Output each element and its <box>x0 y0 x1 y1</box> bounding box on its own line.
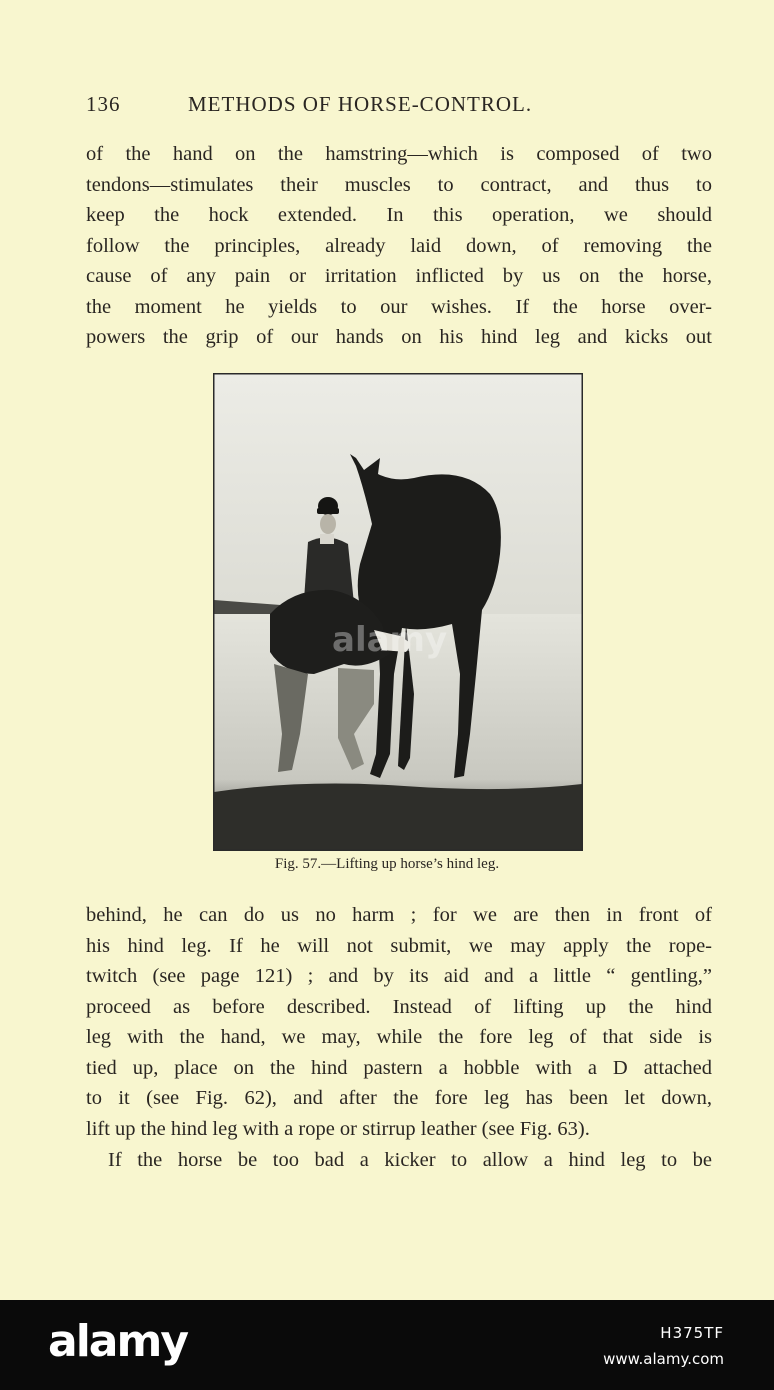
figure-photo <box>213 373 583 851</box>
text-line: tendons—stimulates their muscles to contract, and thus to <box>86 173 712 196</box>
text-line: the moment he yields to our wishes. If the horse over- <box>86 295 712 318</box>
stock-footer-bar <box>0 1300 774 1390</box>
text-line: keep the hock extended. In this operation, we should <box>86 204 712 226</box>
horse-photo-illustration <box>214 374 582 850</box>
text-line: behind, he can do us no harm ; for we are then in front of <box>86 904 712 926</box>
text-line: to it (see Fig. 62), and after the fore leg has been let down, <box>86 1087 712 1109</box>
image-id: H375TF <box>660 1324 724 1342</box>
figure-caption: Fig. 57.—Lifting up horse’s hind leg. <box>274 856 500 872</box>
text-line: follow the principles, already laid down, of removing the <box>86 234 712 257</box>
text-line: twitch (see page 121) ; and by its aid and a little “ gentling,” <box>86 965 712 987</box>
page-number: 136 <box>86 92 121 116</box>
text-line: powers the grip of our hands on his hind leg and kicks out <box>86 326 712 348</box>
text-line: leg with the hand, we may, while the fore leg of that side is <box>86 1026 712 1048</box>
running-title: METHODS OF HORSE-CONTROL. <box>188 92 533 116</box>
paragraph-next <box>86 1145 712 1176</box>
text-line: of the hand on the hamstring—which is composed of two <box>86 143 712 165</box>
paragraph-top <box>86 139 712 353</box>
paragraph-continued <box>86 900 712 1144</box>
text-line: his hind leg. If he will not submit, we may apply the rope- <box>86 934 712 957</box>
text-line: tied up, place on the hind pastern a hobble with a D attached <box>86 1056 712 1079</box>
text-line: lift up the hind leg with a rope or stirrup leather (see Fig. 63). <box>86 1117 590 1140</box>
alamy-logo: alamy <box>48 1316 187 1367</box>
text-line: If the horse be too bad a kicker to allow a hind leg to be <box>108 1149 712 1171</box>
text-line: cause of any pain or irritation inflicted by us on the horse, <box>86 265 712 287</box>
footer-url[interactable]: www.alamy.com <box>603 1350 724 1368</box>
running-header <box>86 92 616 122</box>
text-line: proceed as before described. Instead of lifting up the hind <box>86 995 712 1018</box>
watermark-figure: alamy <box>332 620 448 660</box>
